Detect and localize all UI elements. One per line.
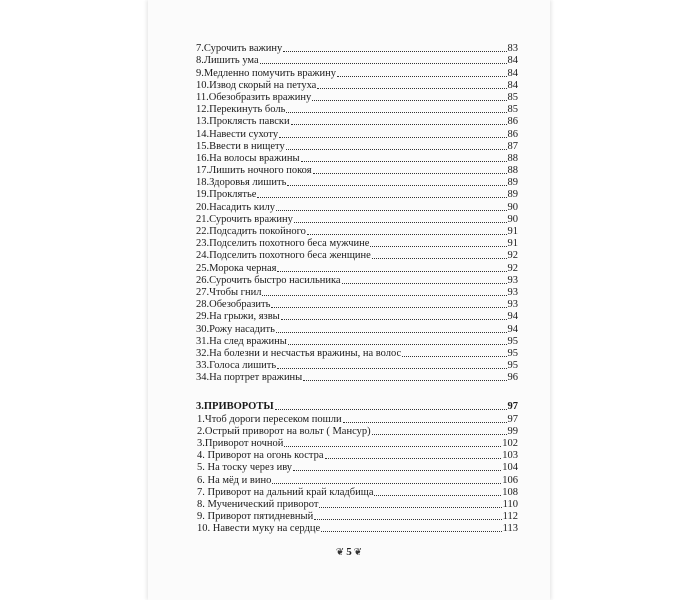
- dot-leader: [257, 197, 506, 198]
- toc-entry: [196, 67, 518, 79]
- toc-entry-page: 97: [507, 413, 518, 425]
- ornament-right-icon: ❦: [353, 547, 363, 558]
- dot-leader: [314, 519, 501, 520]
- toc-section-title: 3.ПРИВОРОТЫ: [196, 401, 274, 413]
- dot-leader: [372, 258, 507, 259]
- toc-entry-title: 15.Ввести в нищету: [196, 140, 285, 152]
- page-number: 5: [346, 546, 352, 558]
- toc-entry-page: 110: [502, 498, 518, 510]
- toc-entry-page: 108: [502, 486, 518, 498]
- toc-entry-page: 94: [507, 311, 518, 323]
- toc-entry-title: 19.Проклятье: [196, 189, 257, 201]
- toc-entry: [196, 55, 518, 67]
- dot-leader: [283, 51, 506, 52]
- toc-entry: [196, 474, 518, 486]
- toc-entry-title: 8.Лишить ума: [196, 55, 259, 67]
- dot-leader: [286, 149, 507, 150]
- dot-leader: [284, 446, 501, 447]
- toc-entry-page: 86: [507, 128, 518, 140]
- dot-leader: [337, 76, 506, 77]
- ornament-left-icon: ❦: [335, 547, 345, 558]
- toc-entry-title: 13.Проклясть павски: [196, 116, 290, 128]
- toc-entry-page: 87: [507, 140, 518, 152]
- toc-entry-page: 91: [507, 226, 518, 237]
- toc-entry-page: 104: [502, 462, 518, 474]
- toc-entry-page: 88: [507, 165, 518, 177]
- toc-entry-title: 32.На болезни и несчастья вражины, на волос: [196, 347, 402, 359]
- toc-entry: [196, 413, 518, 425]
- toc-entry: [196, 372, 518, 384]
- dot-leader: [276, 210, 507, 211]
- toc-entry: [196, 360, 518, 372]
- dot-leader: [276, 332, 507, 333]
- toc-entry-page: 94: [507, 323, 518, 335]
- toc-entry-title: 12.Перекинуть боль: [196, 104, 286, 116]
- toc-entry-title: 5. На тоску через иву: [197, 462, 293, 474]
- dot-leader: [343, 422, 507, 423]
- toc-entry-page: 95: [507, 335, 518, 347]
- toc-entry-page: 84: [507, 67, 518, 79]
- dot-leader: [293, 470, 501, 471]
- toc-entry: [196, 323, 518, 335]
- toc-entry-page: 90: [507, 201, 518, 213]
- dot-leader: [260, 63, 507, 64]
- toc-entry-page: 103: [502, 450, 518, 462]
- book-page: [148, 0, 550, 600]
- toc-entry-page: 92: [507, 262, 518, 274]
- toc-entry-title: 7.Сурочить важину: [196, 43, 283, 55]
- toc-entry-title: 33.Голоса лишить: [196, 360, 277, 372]
- toc-entry-title: 4. Приворот на огонь костра: [197, 450, 324, 462]
- dot-leader: [294, 222, 507, 223]
- toc-entry-page: 113: [502, 523, 518, 535]
- toc-entry-page: 84: [507, 55, 518, 67]
- toc-entry: [196, 438, 518, 450]
- toc-entry-page: 102: [502, 438, 518, 449]
- toc-entry-title: 18.Здоровья лишить: [196, 177, 287, 189]
- toc-entry-title: 6. На мёд и вино: [197, 474, 272, 486]
- toc-entry-page: 112: [502, 511, 518, 523]
- toc-entry-page: 89: [507, 189, 518, 201]
- toc-entry: [196, 177, 518, 189]
- toc-entry: [196, 287, 518, 299]
- toc-entry: [196, 141, 518, 153]
- toc-entry-title: 20.Насадить килу: [196, 201, 275, 213]
- dot-leader: [342, 283, 507, 284]
- toc-entry-page: 88: [507, 152, 518, 164]
- toc-entry: [196, 43, 518, 55]
- toc-entry: [196, 523, 518, 535]
- toc-entry-page: 95: [507, 347, 518, 359]
- toc-entry: [196, 238, 518, 250]
- toc-entry-title: 27.Чтобы гнил: [196, 286, 262, 298]
- dot-leader: [277, 368, 506, 369]
- dot-leader: [325, 458, 502, 459]
- toc-entry: [196, 348, 518, 360]
- toc-entry: [196, 92, 518, 104]
- toc-entry: [196, 499, 518, 511]
- dot-leader: [372, 434, 507, 435]
- toc-entry-title: 10.Извод скорый на петуха: [196, 79, 317, 91]
- dot-leader: [288, 344, 507, 345]
- toc-entry: [196, 153, 518, 165]
- dot-leader: [281, 319, 507, 320]
- toc-entry-page: 85: [507, 91, 518, 103]
- toc-entry: [196, 275, 518, 287]
- toc-entry-page: 89: [507, 177, 518, 189]
- toc-entry-page: 95: [507, 360, 518, 372]
- toc-entry-title: 10. Навести муку на сердце: [197, 523, 321, 535]
- dot-leader: [287, 185, 506, 186]
- toc-entry: [196, 165, 518, 177]
- page-number-footer: [148, 546, 550, 558]
- dot-leader: [262, 295, 506, 296]
- toc-entry-title: 29.На грыжи, язвы: [196, 311, 280, 323]
- toc-entry: [196, 201, 518, 213]
- toc-entry-title: 1.Чтоб дороги пересеком пошли: [197, 413, 342, 425]
- toc-entry-title: 31.На след вражины: [196, 335, 287, 347]
- dot-leader: [370, 246, 506, 247]
- toc-entry: [196, 214, 518, 226]
- toc-entry-title: 25.Морока черная: [196, 262, 277, 274]
- toc-entry: [196, 336, 518, 348]
- toc-entry: [196, 189, 518, 201]
- toc-entry-page: 93: [507, 274, 518, 286]
- dot-leader: [277, 271, 506, 272]
- toc-entry-page: 83: [507, 43, 518, 55]
- toc-entry-title: 24.Подселить похотного беса женщине: [196, 250, 371, 262]
- toc-entry-title: 8. Мученический приворот: [197, 498, 319, 510]
- toc-entry-title: 9. Приворот пятидневный: [197, 511, 314, 523]
- toc-entry-page: 84: [507, 79, 518, 91]
- toc-entry: [196, 262, 518, 274]
- toc-entry-page: 106: [502, 474, 518, 486]
- section-spacer: [196, 384, 518, 401]
- dot-leader: [271, 307, 506, 308]
- toc-entry: [196, 128, 518, 140]
- toc-entry-title: 7. Приворот на дальний край кладбища: [197, 486, 374, 498]
- dot-leader: [321, 531, 502, 532]
- toc-entry: [196, 104, 518, 116]
- dot-leader: [313, 173, 507, 174]
- toc-entry-title: 22.Подсадить покойного: [196, 226, 306, 237]
- toc-entry: [196, 226, 518, 238]
- toc-entry-title: 14.Навести сухоту: [196, 128, 279, 140]
- toc-entry-page: 91: [507, 238, 518, 250]
- dot-leader: [303, 380, 506, 381]
- dot-leader: [319, 507, 501, 508]
- dot-leader: [402, 356, 506, 357]
- toc-entry-page: 90: [507, 213, 518, 225]
- dot-leader: [291, 124, 507, 125]
- toc-entry: [196, 311, 518, 323]
- dot-leader: [275, 409, 507, 410]
- toc-entry-title: 17.Лишить ночного покоя: [196, 165, 312, 177]
- dot-leader: [312, 100, 506, 101]
- toc-entry-title: 26.Сурочить быстро насильника: [196, 274, 341, 286]
- toc-entry-title: 34.На портрет вражины: [196, 372, 303, 384]
- toc-entry-title: 2.Острый приворот на вольт ( Мансур): [197, 425, 371, 437]
- toc-entry-page: 85: [507, 104, 518, 116]
- toc-entry-page: 93: [507, 299, 518, 311]
- toc-entry-title: 21.Сурочить вражину: [196, 213, 293, 225]
- toc-entry-title: 28.Обезобразить: [196, 299, 271, 311]
- dot-leader: [317, 88, 506, 89]
- dot-leader: [301, 161, 507, 162]
- dot-leader: [286, 112, 506, 113]
- dot-leader: [374, 495, 501, 496]
- toc-section-page: 97: [507, 401, 518, 413]
- toc-section-heading: [196, 401, 518, 413]
- toc-entry-title: 9.Медленно помучить вражину: [196, 67, 337, 79]
- toc-entry-page: 86: [507, 116, 518, 128]
- table-of-contents: [196, 43, 518, 535]
- toc-entry: [196, 116, 518, 128]
- toc-entry-title: 3.Приворот ночной: [197, 438, 284, 449]
- dot-leader: [272, 483, 501, 484]
- toc-entry: [196, 299, 518, 311]
- toc-entry-page: 92: [507, 250, 518, 262]
- toc-entry: [196, 487, 518, 499]
- dot-leader: [279, 137, 506, 138]
- toc-entry-page: 93: [507, 286, 518, 298]
- toc-entry: [196, 511, 518, 523]
- toc-entry-title: 30.Рожу насадить: [196, 323, 275, 335]
- toc-entry: [196, 250, 518, 262]
- dot-leader: [307, 234, 507, 235]
- toc-entry: [196, 450, 518, 462]
- toc-entry-page: 99: [507, 425, 518, 437]
- toc-entry-title: 23.Подселить похотного беса мужчине: [196, 238, 370, 250]
- toc-entry: [196, 426, 518, 438]
- toc-entry-page: 96: [507, 372, 518, 384]
- toc-entry-title: 16.На волосы вражины: [196, 152, 300, 164]
- toc-entry: [196, 462, 518, 474]
- toc-entry: [196, 80, 518, 92]
- toc-entry-title: 11.Обезобразить вражину: [196, 91, 312, 103]
